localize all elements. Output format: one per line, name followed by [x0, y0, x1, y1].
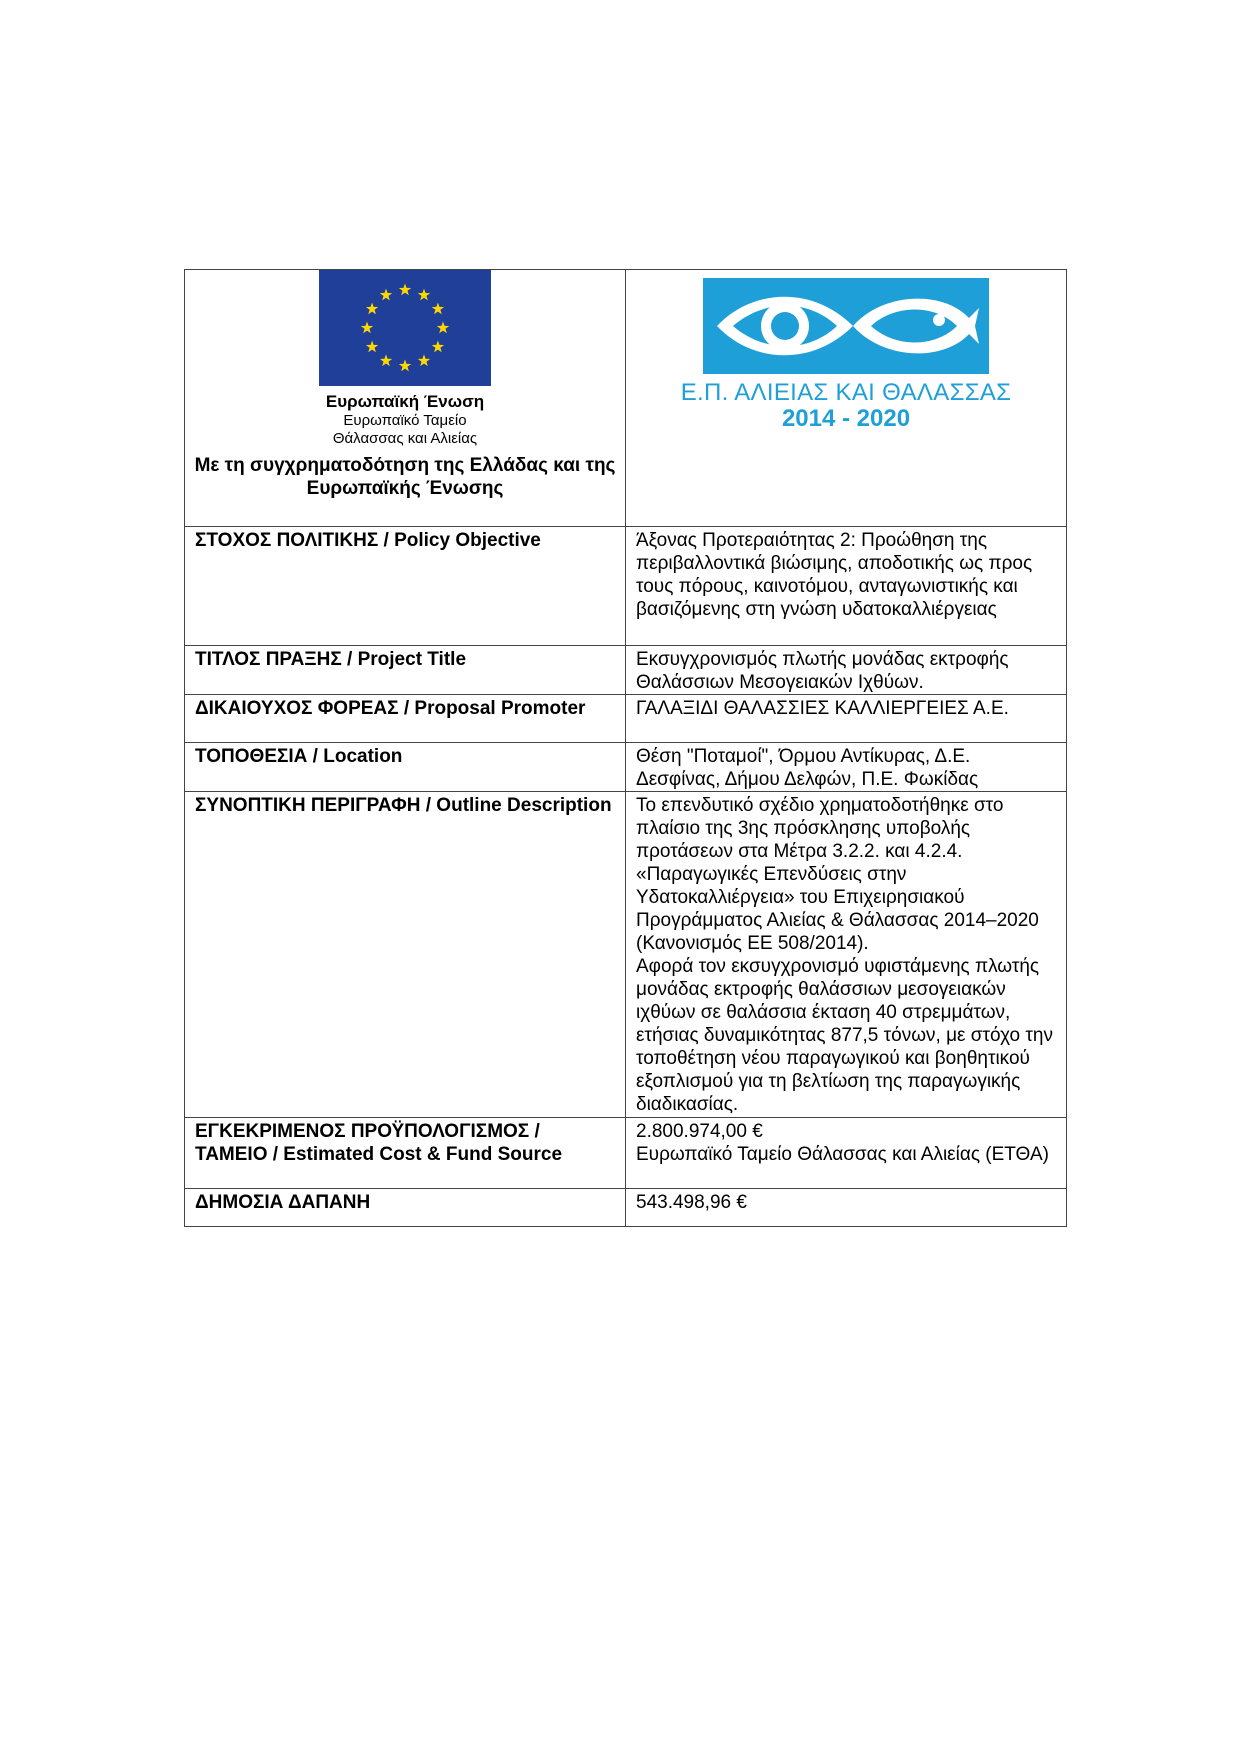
row-outline-description — [185, 792, 1067, 1118]
label-cell — [185, 743, 626, 792]
row-estimated-cost — [185, 1118, 1067, 1189]
logo-eye-pupil — [771, 312, 799, 340]
label-greek: ΕΓΚΕΚΡΙΜΕΝΟΣ ΠΡΟΫΠΟΛΟΓΙΣΜΟΣ — [195, 1121, 530, 1142]
label-english: / Proposal Promoter — [398, 698, 586, 719]
label-english: / ΤΑΜΕΙΟ / Estimated Cost & Fund Source — [195, 1121, 563, 1165]
row-policy-objective — [185, 527, 1067, 646]
label-cell — [185, 1118, 626, 1189]
eu-fund-line-1: Ευρωπαϊκό Ταμείο — [343, 412, 467, 429]
value-cell: Εκσυγχρονισμός πλωτής μονάδας εκτροφής Θαλάσσιων Μεσογειακών Ιχθύων. — [626, 646, 1067, 695]
label-english: / Location — [307, 746, 403, 767]
label-cell — [185, 695, 626, 743]
label-greek: ΔΗΜΟΣΙΑ ΔΑΠΑΝΗ — [195, 1192, 371, 1213]
label-english: / Outline Description — [420, 795, 612, 816]
row-public-expenditure — [185, 1189, 1067, 1227]
label-greek: ΣΤΟΧΟΣ ΠΟΛΙΤΙΚΗΣ — [195, 530, 379, 551]
eu-title: Ευρωπαϊκή Ένωση — [325, 392, 485, 411]
logo-fish-eye — [933, 314, 945, 326]
label-greek: ΣΥΝΟΠΤΙΚΗ ΠΕΡΙΓΡΑΦΗ — [195, 795, 421, 816]
label-english: / Policy Objective — [378, 530, 541, 551]
eye-fish-logo-icon — [703, 278, 989, 374]
value-cell: 543.498,96 € — [626, 1189, 1067, 1227]
value-cell: Το επενδυτικό σχέδιο χρηματοδοτήθηκε στο πλαίσιο της 3ης πρόσκλησης υποβολής προτάσεων στα Μέτρα 3.2.2. και 4.2.4. «Παραγωγικές Επενδύσεις στην Υδατοκαλλιέργεια» του Επιχειρησιακού Προγράμματος Αλιείας & Θάλασσας 2014–2020 (Κανονισμός ΕΕ 508/2014). Αφορά τον εκσυγχρονισμό υφιστάμενης πλωτής μονάδας εκτροφής θαλάσσιων μεσογειακών ιχθύων σε θαλάσσια έκταση 40 στρεμμάτων, ετήσιας δυναμικότητας 877,5 τόνων, με στόχο την τοποθέτηση νέου παραγωγικού και βοηθητικού εξοπλισμού για τη βελτίωση της παραγωγικής διαδικασίας. — [626, 792, 1067, 1118]
label-cell — [185, 792, 626, 1118]
label-greek: ΤΙΤΛΟΣ ΠΡΑΞΗΣ — [195, 649, 342, 670]
eu-flag-icon — [319, 270, 491, 386]
row-proposal-promoter — [185, 695, 1067, 743]
value-cell: ΓΑΛΑΞΙΔΙ ΘΑΛΑΣΣΙΕΣ ΚΑΛΛΙΕΡΓΕΙΕΣ Α.Ε. — [626, 695, 1067, 743]
project-info-table — [184, 269, 1067, 1227]
cofunding-statement: Με τη συγχρηματοδότηση της Ελλάδας και της Ευρωπαϊκής Ένωσης — [194, 455, 616, 499]
eu-cell — [185, 270, 626, 527]
label-cell — [185, 646, 626, 695]
program-cell — [626, 270, 1067, 527]
label-english: / Project Title — [341, 649, 467, 670]
header-row — [185, 270, 1067, 527]
row-location — [185, 743, 1067, 792]
value-cell: Άξονας Προτεραιότητας 2: Προώθηση της περιβαλλοντικά βιώσιμης, αποδοτικής ως προς τους πόρους, καινοτόμου, ανταγωνιστικής και βασιζόμενης στη γνώση υδατοκαλλιέργειας — [626, 527, 1067, 646]
label-cell — [185, 527, 626, 646]
value-cell: 2.800.974,00 € Ευρωπαϊκό Ταμείο Θάλασσας και Αλιείας (ΕΤΘΑ) — [626, 1118, 1067, 1189]
value-cell: Θέση "Ποταμοί", Όρμου Αντίκυρας, Δ.Ε. Δεσφίνας, Δήμου Δελφών, Π.Ε. Φωκίδας — [626, 743, 1067, 792]
program-name: Ε.Π. ΑΛΙΕΙΑΣ ΚΑΙ ΘΑΛΑΣΣΑΣ — [680, 379, 1012, 406]
label-greek: ΤΟΠΟΘΕΣΙΑ — [195, 746, 308, 767]
label-cell — [185, 1189, 626, 1227]
program-years: 2014 - 2020 — [781, 405, 911, 432]
document-sheet — [184, 269, 1066, 1227]
eu-fund-line-2: Θάλασσας και Αλιείας — [332, 430, 478, 447]
label-greek: ΔΙΚΑΙΟΥΧΟΣ ΦΟΡΕΑΣ — [195, 698, 399, 719]
row-project-title — [185, 646, 1067, 695]
